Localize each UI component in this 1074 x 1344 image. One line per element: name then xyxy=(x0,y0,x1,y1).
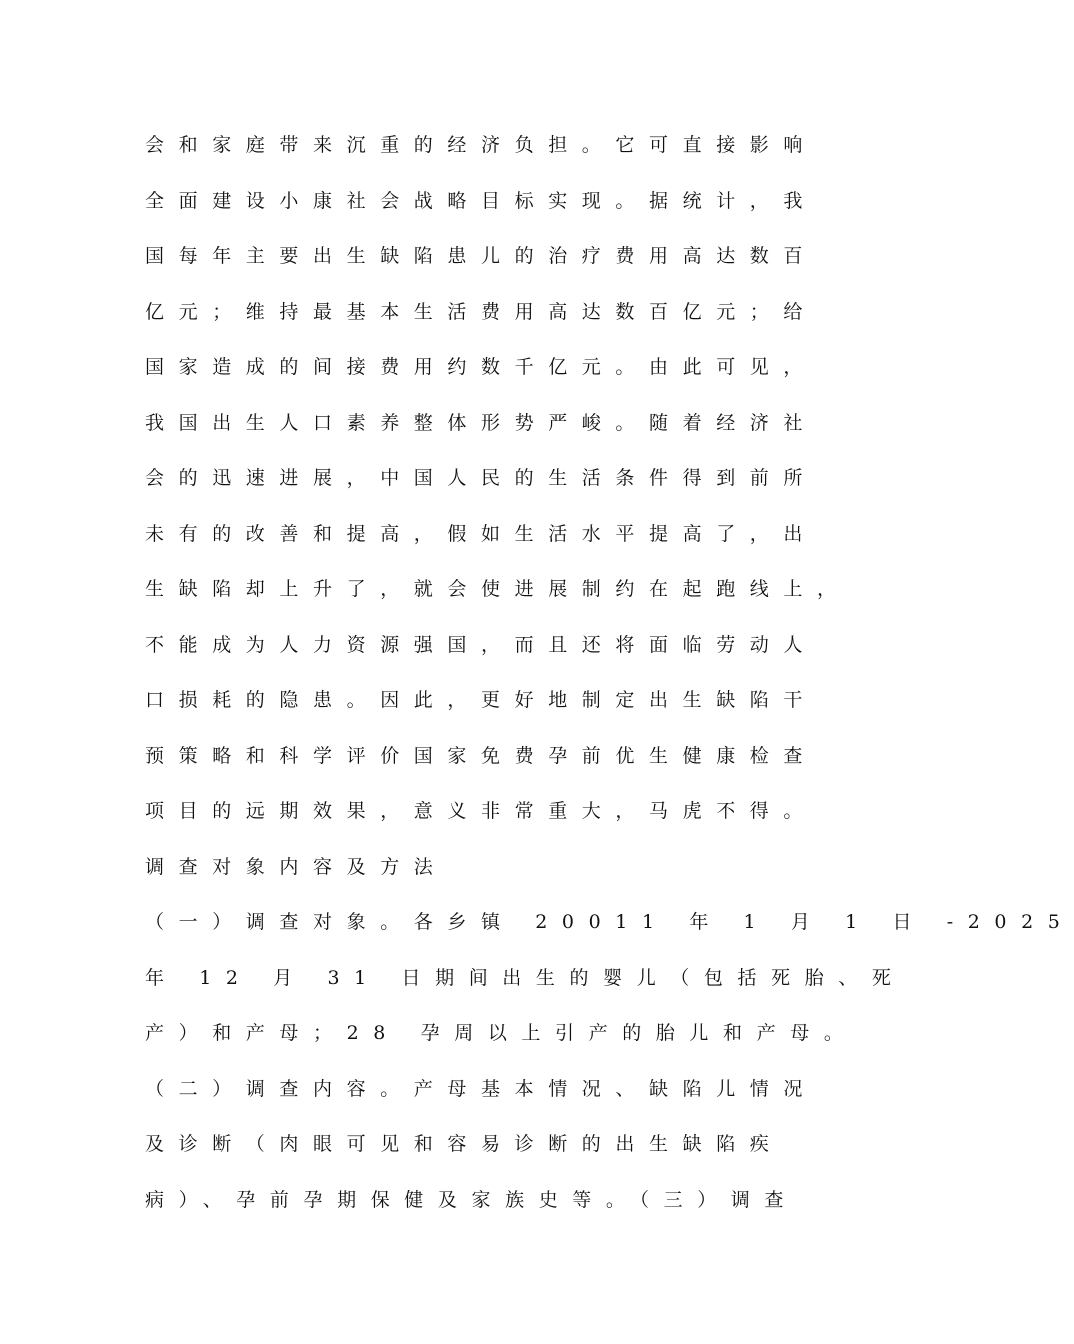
text-line-12: 预策略和科学评价国家免费孕前优生健康检查 xyxy=(145,745,818,767)
text-line-18: （二）调查内容。产母基本情况、缺陷儿情况 xyxy=(145,1078,818,1100)
section-heading: 调查对象内容及方法 xyxy=(145,856,448,878)
text-line-2: 全面建设小康社会战略目标实现。据统计，我 xyxy=(145,190,818,212)
text-line-11: 口损耗的隐患。因此，更好地制定出生缺陷干 xyxy=(145,689,818,711)
text-line-5: 国家造成的间接费用约数千亿元。由此可见， xyxy=(145,356,818,378)
text-line-17: 产）和产母；28 孕周以上引产的胎儿和产母。 xyxy=(145,1022,858,1044)
text-line-9: 生缺陷却上升了，就会使进展制约在起跑线上， xyxy=(145,578,851,600)
text-line-8: 未有的改善和提高，假如生活水平提高了，出 xyxy=(145,523,818,545)
text-line-16: 年 12 月 31 日期间出生的婴儿（包括死胎、死 xyxy=(145,967,906,989)
text-line-20: 病）、孕前孕期保健及家族史等。（三）调查 xyxy=(145,1189,799,1211)
text-line-13: 项目的远期效果，意义非常重大，马虎不得。 xyxy=(145,800,818,822)
text-line-3: 国每年主要出生缺陷患儿的治疗费用高达数百 xyxy=(145,245,818,267)
text-line-7: 会的迅速进展，中国人民的生活条件得到前所 xyxy=(145,467,818,489)
text-line-15: （一）调查对象。各乡镇 20011 年 1 月 1 日 -2025 xyxy=(145,911,1074,933)
text-line-6: 我国出生人口素养整体形势严峻。随着经济社 xyxy=(145,412,818,434)
text-line-4: 亿元；维持最基本生活费用高达数百亿元；给 xyxy=(145,301,818,323)
text-line-1: 会和家庭带来沉重的经济负担。它可直接影响 xyxy=(145,134,818,156)
text-line-10: 不能成为人力资源强国，而且还将面临劳动人 xyxy=(145,634,818,656)
text-line-19: 及诊断（肉眼可见和容易诊断的出生缺陷疾 xyxy=(145,1133,784,1155)
